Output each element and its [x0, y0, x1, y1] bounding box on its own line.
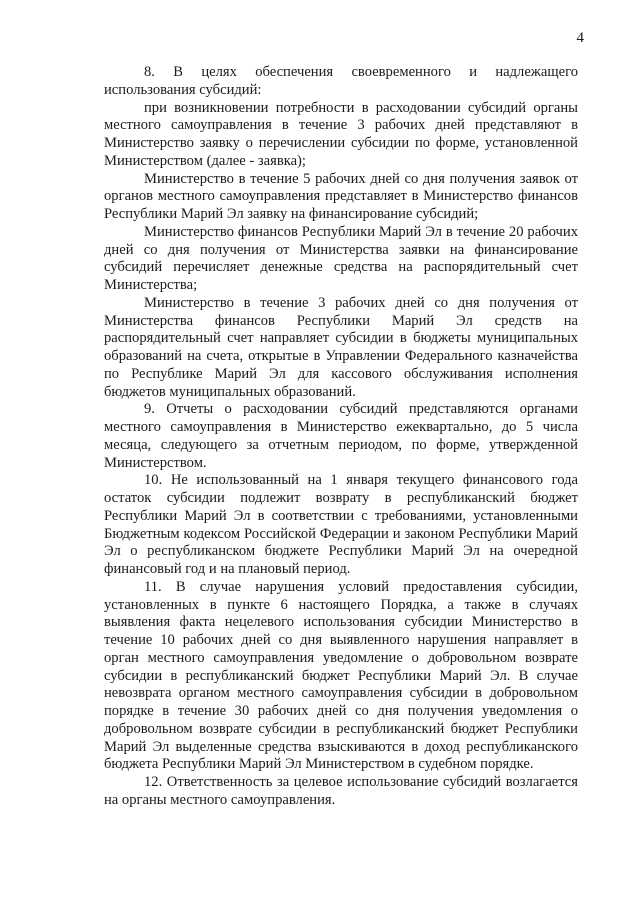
paragraph-8-step-2: Министерство в течение 5 рабочих дней со дня получения заявок от органов местного самоуправления представляет в Министерство финансов Республики Марий Эл заявку на финансирование субсидий; [104, 170, 578, 222]
paragraph-8-step-4: Министерство в течение 3 рабочих дней со дня получения от Министерства финансов Республики Марий Эл средств на распорядительный счет направляет субсидии в бюджеты муниципальных образований на счета, открытые в Управлении Федерального казначейства по Республике Марий Эл для кассового обслуживания исполнения бюджетов муниципальных образований. [104, 294, 578, 400]
document-body [104, 64, 578, 810]
paragraph-12: 12. Ответственность за целевое использование субсидий возлагается на органы местного самоуправления. [104, 774, 578, 808]
paragraph-8-step-3: Министерство финансов Республики Марий Эл в течение 20 рабочих дней со дня получения от Министерства заявки на финансирование субсидий перечисляет денежные средства на распорядительный счет Министерства; [104, 223, 578, 293]
paragraph-8-step-1: при возникновении потребности в расходовании субсидий органы местного самоуправления в течение 3 рабочих дней представляют в Министерство заявку о перечислении субсидии по форме, установленной Министерством (далее - заявка); [104, 99, 578, 169]
paragraph-8: 8. В целях обеспечения своевременного и надлежащего использования субсидий: [104, 64, 578, 98]
page-number: 4 [576, 30, 584, 46]
paragraph-9: 9. Отчеты о расходовании субсидий представляются органами местного самоуправления в Министерство ежеквартально, до 5 числа месяца, следующего за отчетным периодом, по форме, утвержденной Министерством. [104, 401, 578, 471]
paragraph-11: 11. В случае нарушения условий предоставления субсидии, установленных в пункте 6 настоящего Порядка, а также в случаях выявления факта нецелевого использования субсидии Министерство в течение 10 рабочих дней со дня выявленного нарушения направляет в орган местного самоуправления уведомление о добровольном возврате субсидии в республиканский бюджет Республики Марий Эл. В случае невозврата органом местного самоуправления субсидии в добровольном порядке в течение 30 рабочих дней со дня получения уведомления о добровольном возврате субсидии в республиканский бюджет Республики Марий Эл выделенные средства взыскиваются в доход республиканского бюджета Республики Марий Эл Министерством в судебном порядке. [104, 578, 578, 773]
paragraph-10: 10. Не использованный на 1 января текущего финансового года остаток субсидии подлежит возврату в республиканский бюджет Республики Марий Эл в соответствии с требованиями, установленными Бюджетным кодексом Российской Федерации и законом Республики Марий Эл о республиканском бюджете Республики Марий Эл на очередной финансовый год и на плановый период. [104, 472, 578, 577]
